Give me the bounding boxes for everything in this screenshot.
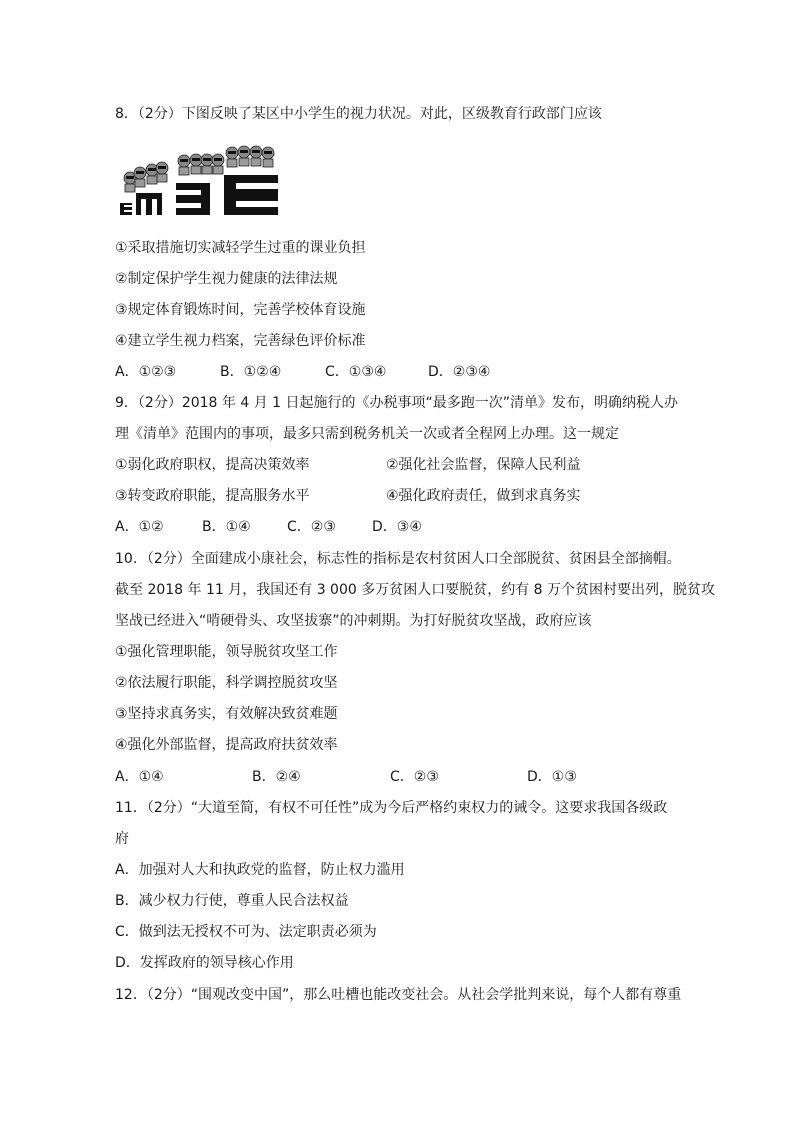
q10-stem-line-2: 截至 2018 年 11 月，我国还有 3 000 多万贫困人口要脱贫，约有 8 万个贫困村要出列，脱贫攻 [115,582,716,598]
q9-option-d[interactable]: D．③④ [372,519,422,535]
q10-stem-line-1: 10．（2分）全面建成小康社会，标志性的指标是农村贫困人口全部脱贫、贫困县全部摘帽。 [115,551,681,567]
q10-option-c[interactable]: C．②③ [390,769,439,785]
q9-item-1: ①弱化政府职权，提高决策效率 [115,457,310,473]
q9-stem-line-2: 理《清单》范围内的事项，最多只需到税务机关一次或者全程网上办理。这一规定 [115,426,619,442]
q8-option-a[interactable]: A．①②③ [115,364,177,380]
q11-option-d[interactable]: D．发挥政府的领导核心作用 [115,955,294,971]
q8-option-b[interactable]: B．①②④ [220,364,282,380]
q8-option-d[interactable]: D．②③④ [428,364,491,380]
q10-item-1: ①强化管理职能，领导脱贫攻坚工作 [115,644,338,660]
q10-option-b[interactable]: B．②④ [252,769,301,785]
q8-item-2: ②制定保护学生视力健康的法律法规 [115,271,338,287]
q8-item-1: ①采取措施切实减轻学生过重的课业负担 [115,240,366,256]
q8-stem: 8．（2分）下图反映了某区中小学生的视力状况。对此，区级教育行政部门应该 [115,106,602,122]
q9-item-2: ②强化社会监督，保障人民利益 [386,457,581,473]
q9-item-4: ④强化政府责任，做到求真务实 [386,488,581,504]
q9-option-c[interactable]: C．②③ [287,519,336,535]
q11-option-a[interactable]: A．加强对人大和执政党的监督，防止权力滥用 [115,862,405,878]
q11-option-b[interactable]: B．减少权力行使，尊重人民合法权益 [115,893,349,909]
q10-item-2: ②依法履行职能，科学调控脱贫攻坚 [115,675,338,691]
q11-option-c[interactable]: C．做到法无授权不可为、法定职责必须为 [115,924,377,940]
q9-stem-line-1: 9．（2分）2018 年 4 月 1 日起施行的《办税事项“最多跑一次”清单》发布，明确纳税人办 [115,395,679,411]
q9-option-b[interactable]: B．①④ [202,519,251,535]
q10-item-4: ④强化外部监督，提高政府扶贫效率 [115,737,338,753]
q11-stem-line-1: 11．（2分）“大道至简，有权不可任性”成为今后严格约束权力的诫令。这要求我国各级政 [115,800,668,816]
q8-item-4: ④建立学生视力档案，完善绿色评价标准 [115,333,366,349]
q9-option-a[interactable]: A．①② [115,519,164,535]
vision-chart-figure [118,143,280,217]
q10-item-3: ③坚持求真务实，有效解决致贫难题 [115,706,338,722]
q11-stem-line-2: 府 [115,831,129,847]
q8-option-c[interactable]: C．①③④ [325,364,387,380]
q9-item-3: ③转变政府职能，提高服务水平 [115,488,310,504]
q10-stem-line-3: 坚战已经进入“啃硬骨头、攻坚拔寨”的冲刺期。为打好脱贫攻坚战，政府应该 [115,613,592,629]
q10-option-d[interactable]: D．①③ [527,769,577,785]
q8-item-3: ③规定体育锻炼时间，完善学校体育设施 [115,302,366,318]
q12-stem-line-1: 12．（2分）“围观改变中国”，那么吐槽也能改变社会。从社会学批判来说，每个人都有尊重 [115,987,682,1003]
q10-option-a[interactable]: A．①④ [115,769,164,785]
